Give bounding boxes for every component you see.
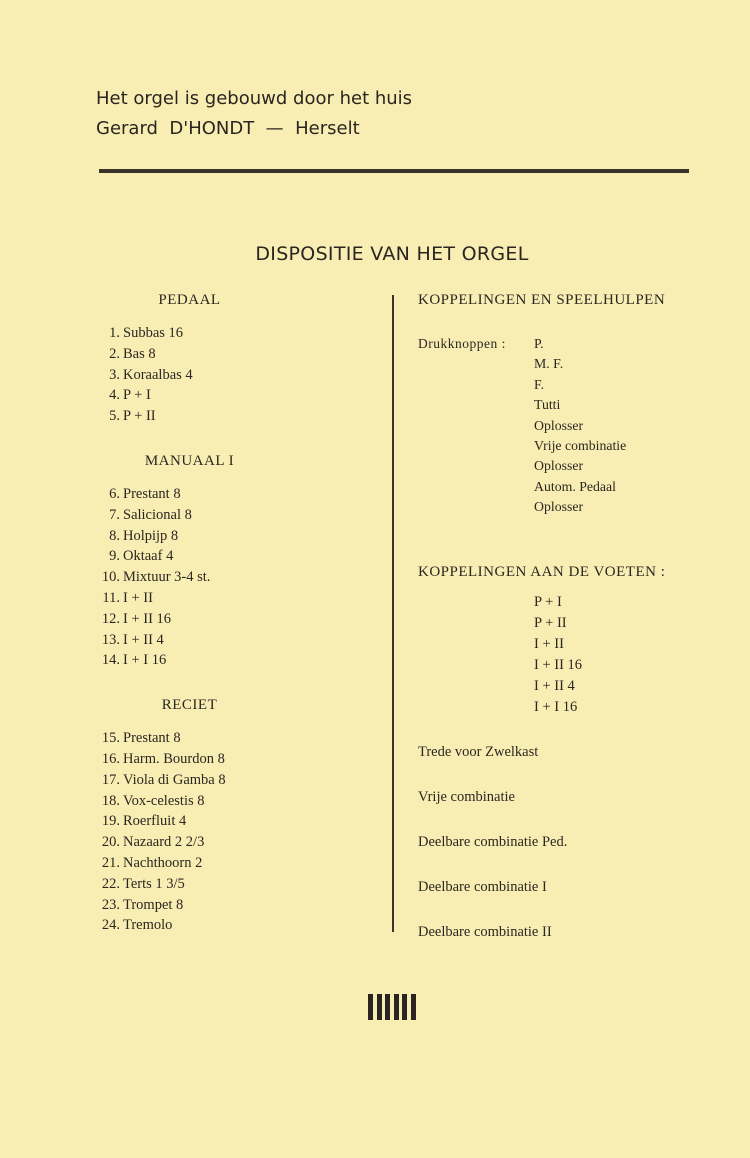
stop-number: 19. bbox=[101, 813, 120, 830]
manuaal-heading: MANUAAL I bbox=[144, 452, 235, 469]
stop-number: 3. bbox=[109, 366, 120, 383]
list-item: Trede voor Zwelkast bbox=[418, 744, 539, 760]
stop-row bbox=[92, 385, 387, 406]
stop-number: 12. bbox=[101, 610, 120, 627]
stop-row bbox=[92, 630, 387, 651]
list-item: Deelbare combinatie II bbox=[418, 924, 552, 940]
stop-row bbox=[92, 526, 387, 547]
stop-row bbox=[92, 832, 387, 853]
stop-number: 5. bbox=[109, 408, 120, 425]
stop-number: 20. bbox=[101, 834, 120, 851]
manuaal-list bbox=[92, 484, 387, 671]
stop-name: Prestant 8 bbox=[123, 730, 181, 747]
list-item: I + I 16 bbox=[534, 698, 578, 715]
list-item: Tutti bbox=[534, 397, 561, 413]
stop-row bbox=[92, 874, 387, 895]
header-line-1: Het orgel is gebouwd door het huis bbox=[96, 88, 413, 109]
stop-number: 1. bbox=[109, 325, 120, 341]
stop-name: I + II 16 bbox=[123, 610, 172, 627]
voeten-list bbox=[534, 592, 738, 718]
list-item: P + II bbox=[534, 614, 567, 631]
list-item: I + II bbox=[534, 635, 564, 652]
page-title: DISPOSITIE VAN HET ORGEL bbox=[255, 243, 529, 265]
list-item: I + II 16 bbox=[534, 656, 583, 673]
stop-number: 18. bbox=[101, 792, 120, 809]
koppelingen-heading: KOPPELINGEN EN SPEELHULPEN bbox=[418, 292, 666, 308]
stop-row bbox=[92, 749, 387, 770]
header-line-2: Gerard D'HONDT — Herselt bbox=[96, 118, 360, 139]
stop-name: Mixtuur 3-4 st. bbox=[123, 569, 211, 586]
list-item: F. bbox=[534, 376, 545, 392]
stop-row bbox=[92, 853, 387, 874]
stop-row bbox=[92, 344, 387, 365]
stop-row bbox=[92, 915, 387, 936]
stop-name: Bas 8 bbox=[123, 345, 156, 362]
stop-name: Salicional 8 bbox=[123, 506, 192, 523]
stop-row bbox=[92, 546, 387, 567]
list-item: Autom. Pedaal bbox=[534, 478, 616, 494]
stop-row bbox=[92, 791, 387, 812]
stop-row bbox=[92, 505, 387, 526]
stop-name: Prestant 8 bbox=[123, 485, 181, 502]
stop-number: 8. bbox=[109, 527, 120, 544]
stop-number: 24. bbox=[101, 917, 120, 934]
stop-row bbox=[92, 728, 387, 749]
list-item: I + II 4 bbox=[534, 677, 575, 694]
list-item: Oplosser bbox=[534, 499, 584, 515]
list-item: Deelbare combinatie Ped. bbox=[418, 834, 568, 850]
stop-name: I + I 16 bbox=[123, 652, 167, 669]
stop-number: 15. bbox=[101, 730, 120, 747]
reciet-heading: RECIET bbox=[161, 697, 218, 714]
pedaal-list bbox=[92, 323, 387, 427]
stop-number: 7. bbox=[109, 506, 120, 523]
stop-name: Tremolo bbox=[123, 917, 173, 934]
stop-number: 11. bbox=[102, 589, 120, 606]
list-item: P + I bbox=[534, 593, 562, 610]
stop-name: Oktaaf 4 bbox=[123, 548, 174, 565]
stop-number: 6. bbox=[109, 485, 120, 502]
drukknoppen-label: Drukknoppen : bbox=[418, 336, 506, 351]
stop-number: 22. bbox=[101, 875, 120, 892]
stop-number: 23. bbox=[101, 896, 120, 913]
reciet-list bbox=[92, 728, 387, 936]
stop-number: 9. bbox=[109, 548, 120, 565]
stop-name: Trompet 8 bbox=[123, 896, 184, 913]
stop-row bbox=[92, 588, 387, 609]
stop-number: 21. bbox=[101, 854, 120, 871]
stop-name: P + I bbox=[123, 387, 151, 404]
stop-name: Viola di Gamba 8 bbox=[123, 771, 226, 788]
right-column bbox=[418, 292, 738, 940]
stop-row bbox=[92, 323, 387, 344]
list-item: Vrije combinatie bbox=[418, 789, 515, 805]
stop-name: Holpijp 8 bbox=[123, 527, 179, 544]
stop-row bbox=[92, 895, 387, 916]
pedaal-heading: PEDAAL bbox=[158, 292, 221, 308]
column-divider bbox=[392, 295, 394, 932]
stop-row bbox=[92, 365, 387, 386]
stop-number: 17. bbox=[101, 771, 120, 788]
stop-number: 16. bbox=[101, 750, 120, 767]
stop-number: 14. bbox=[101, 652, 120, 669]
stop-name: Roerfluit 4 bbox=[123, 813, 187, 830]
drukknoppen-block bbox=[418, 334, 738, 518]
stop-name: Subbas 16 bbox=[123, 325, 184, 341]
stop-row bbox=[92, 770, 387, 791]
stop-name: Koraalbas 4 bbox=[123, 366, 193, 383]
stop-name: Vox-celestis 8 bbox=[123, 792, 205, 809]
list-item: M. F. bbox=[534, 356, 564, 372]
drukknoppen-list bbox=[534, 334, 626, 518]
header-rule bbox=[99, 169, 689, 173]
list-item: P. bbox=[534, 336, 544, 351]
voeten-heading: KOPPELINGEN AAN DE VOETEN : bbox=[418, 563, 666, 580]
stop-number: 10. bbox=[101, 569, 120, 586]
header bbox=[96, 84, 412, 144]
list-item: Vrije combinatie bbox=[534, 438, 627, 454]
stop-name: Nazaard 2 2/3 bbox=[123, 834, 205, 851]
stop-name: Nachthoorn 2 bbox=[123, 854, 203, 871]
stop-name: Terts 1 3/5 bbox=[123, 875, 185, 892]
list-item: Deelbare combinatie I bbox=[418, 879, 547, 895]
stop-row bbox=[92, 650, 387, 671]
stop-number: 13. bbox=[101, 631, 120, 648]
stop-row bbox=[92, 811, 387, 832]
stop-row bbox=[92, 406, 387, 427]
stop-number: 4. bbox=[109, 387, 120, 404]
stop-row bbox=[92, 567, 387, 588]
left-column bbox=[92, 292, 387, 936]
stop-name: I + II bbox=[123, 589, 153, 606]
barcode-mark bbox=[368, 994, 416, 1020]
stop-name: I + II 4 bbox=[123, 631, 164, 648]
list-item: Oplosser bbox=[534, 417, 584, 433]
stop-number: 2. bbox=[109, 345, 120, 362]
stop-row bbox=[92, 609, 387, 630]
stop-name: P + II bbox=[123, 408, 156, 425]
stop-name: Harm. Bourdon 8 bbox=[123, 750, 225, 767]
list-item: Oplosser bbox=[534, 458, 584, 474]
stop-row bbox=[92, 484, 387, 505]
